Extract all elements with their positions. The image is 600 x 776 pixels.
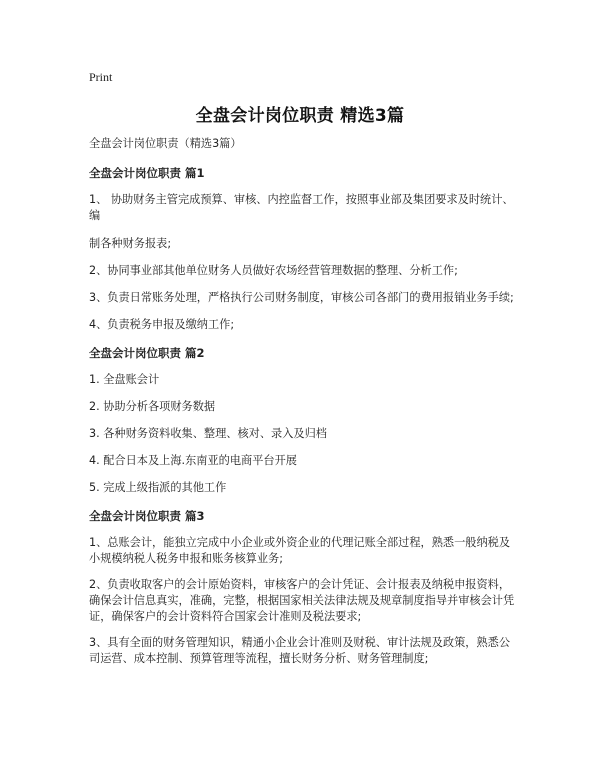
list-item: 5. 完成上级指派的其他工作 xyxy=(89,481,227,494)
list-item: 1. 全盘账会计 xyxy=(89,373,160,386)
paragraph: 2、负责收取客户的会计原始资料，审核客户的会计凭证、会计报表及纳税申报资料，确保会计信息真实，准确，完整，根据国家相关法律法规及规章制度指导并审核会计凭证，确保客户的会计资料符合国家会计准则及税法要求; xyxy=(89,578,515,623)
section-heading-1: 全盘会计岗位职责 篇1 xyxy=(89,166,205,180)
list-item: 4. 配合日本及上海.东南亚的电商平台开展 xyxy=(89,454,297,467)
page-title: 全盘会计岗位职责 精选3篇 xyxy=(195,106,405,126)
paragraph: 1、 协助财务主管完成预算、审核、内控监督工作，按照事业部及集团要求及时统计、编 xyxy=(89,193,514,222)
doc-subtitle: 全盘会计岗位职责（精选3篇） xyxy=(89,137,242,150)
section-heading-2: 全盘会计岗位职责 篇2 xyxy=(89,346,205,360)
list-item: 2. 协助分析各项财务数据 xyxy=(89,400,216,413)
paragraph: 2、协同事业部其他单位财务人员做好农场经营管理数据的整理、分析工作; xyxy=(89,264,458,277)
section-heading-3: 全盘会计岗位职责 篇3 xyxy=(89,509,205,523)
paragraph: 4、负责税务申报及缴纳工作; xyxy=(89,318,235,331)
paragraph: 3、负责日常账务处理，严格执行公司财务制度，审核公司各部门的费用报销业务手续; xyxy=(89,291,514,304)
document-body xyxy=(89,136,519,677)
list-item: 3. 各种财务资料收集、整理、核对、录入及归档 xyxy=(89,427,327,440)
paragraph: 制各种财务报表; xyxy=(89,237,172,250)
paragraph: 3、具有全面的财务管理知识，精通小企业会计准则及财税、审计法规及政策，熟悉公司运营、成本控制、预算管理等流程，擅长财务分析、财务管理制度; xyxy=(89,636,511,665)
paragraph: 1、总账会计，能独立完成中小企业或外资企业的代理记账全部过程，熟悉一般纳税及小规模纳税人税务申报和账务核算业务; xyxy=(89,536,511,565)
print-link[interactable]: Print xyxy=(89,70,113,84)
